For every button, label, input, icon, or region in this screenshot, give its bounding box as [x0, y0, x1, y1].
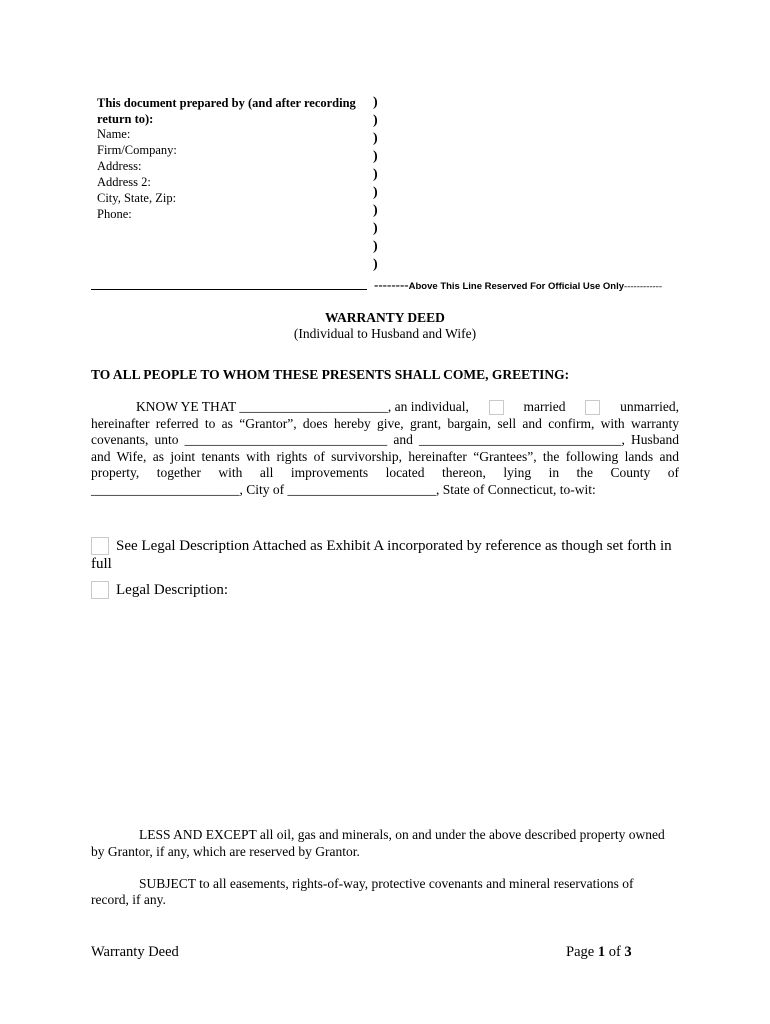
field-phone-label: Phone: — [97, 207, 132, 221]
grant-line-5: property, together with all improvements located thereon, lying in the County of — [91, 465, 679, 480]
page-number — [566, 944, 632, 961]
official-use-dashes-right: ------------ — [624, 282, 663, 292]
subject-line2: record, if any. — [91, 892, 166, 907]
bracket-mark: ) — [373, 203, 378, 218]
married-label: married — [523, 399, 566, 414]
official-use-notice — [374, 276, 662, 294]
field-address-label: Address: — [97, 159, 142, 173]
bracket-mark: ) — [373, 257, 378, 272]
page-word: Page — [566, 944, 595, 960]
document-title: WARRANTY DEED — [325, 310, 445, 325]
unmarried-label: unmarried, — [620, 399, 679, 414]
grant-line-4: and Wife, as joint tenants with rights of survivorship, hereinafter “Grantees”, the following lands and — [91, 449, 679, 464]
bracket-mark: ) — [373, 221, 378, 236]
official-use-dashes-left: -------- — [374, 277, 409, 292]
current-page: 1 — [597, 944, 606, 960]
exhibit-a-checkbox[interactable] — [91, 537, 109, 555]
bracket-mark: ) — [373, 131, 378, 146]
document-subtitle: (Individual to Husband and Wife) — [293, 326, 477, 341]
official-use-text: Above This Line Reserved For Official Use Only — [408, 281, 625, 292]
preparer-heading-line2: return to): — [97, 112, 154, 126]
field-name-label: Name: — [97, 127, 131, 141]
unmarried-checkbox[interactable] — [585, 400, 600, 415]
grant-line-2: hereinafter referred to as “Grantor”, does hereby give, grant, bargain, sell and confirm, with warranty — [91, 416, 679, 431]
bracket-mark: ) — [373, 95, 378, 110]
greeting-heading: TO ALL PEOPLE TO WHOM THESE PRESENTS SHALL COME, GREETING: — [91, 367, 570, 382]
grantor-intro: KNOW YE THAT ______________________, an individual, — [136, 399, 469, 414]
field-address2-label: Address 2: — [97, 175, 151, 189]
legal-description-label: Legal Description: — [116, 582, 229, 598]
field-city-state-zip-label: City, State, Zip: — [97, 191, 177, 205]
bracket-column — [373, 94, 378, 274]
field-firm-label: Firm/Company: — [97, 143, 177, 157]
less-except-line1: LESS AND EXCEPT all oil, gas and minerals, on and under the above described property owned — [139, 827, 665, 842]
bracket-mark: ) — [373, 149, 378, 164]
grant-line-3: covenants, unto ______________________________ and ______________________________, Husband — [91, 432, 679, 447]
grant-line-1 — [136, 399, 679, 416]
recording-signature-line — [91, 289, 367, 290]
grant-line-6: ______________________, City of ______________________, State of Connecticut, to-wit: — [91, 482, 596, 497]
bracket-mark: ) — [373, 167, 378, 182]
bracket-mark: ) — [373, 185, 378, 200]
exhibit-a-label: See Legal Description Attached as Exhibit A incorporated by reference as though set forth in — [116, 538, 672, 554]
exhibit-a-label-cont: full — [91, 556, 112, 572]
preparer-heading-line1: This document prepared by (and after recording — [97, 96, 356, 110]
legal-description-checkbox[interactable] — [91, 581, 109, 599]
bracket-mark: ) — [373, 239, 378, 254]
total-pages: 3 — [624, 944, 632, 960]
less-except-line2: by Grantor, if any, which are reserved by Grantor. — [91, 844, 360, 859]
of-word: of — [608, 944, 621, 960]
bracket-mark: ) — [373, 113, 378, 128]
footer-document-name: Warranty Deed — [91, 944, 179, 960]
subject-line1: SUBJECT to all easements, rights-of-way, protective covenants and mineral reservations of — [139, 876, 634, 891]
married-checkbox[interactable] — [489, 400, 504, 415]
